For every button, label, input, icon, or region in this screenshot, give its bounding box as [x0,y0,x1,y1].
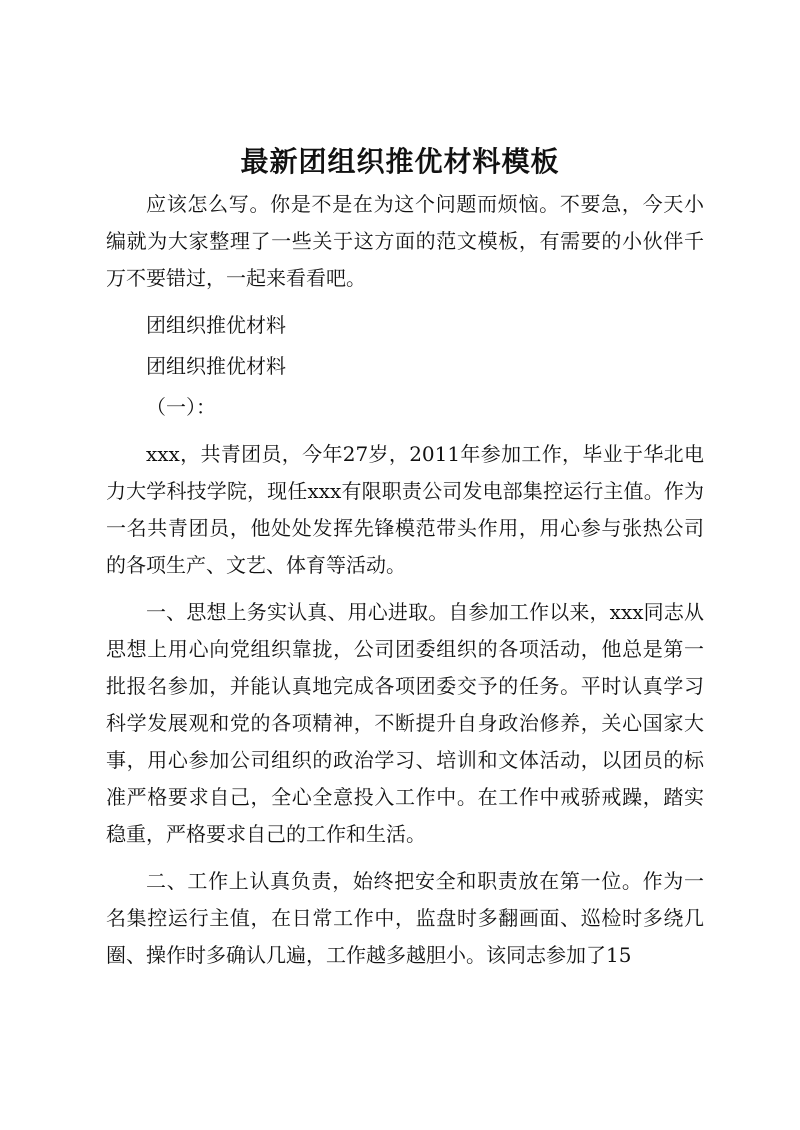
intro-paragraph: 应该怎么写。你是不是在为这个问题而烦恼。不要急，今天小编就为大家整理了一些关于这方面的范文模板，有需要的小伙伴千万不要错过，一起来看看吧。 [106,192,704,290]
section-number: （一）： [146,395,216,419]
ideology-paragraph: 一、思想上务实认真、用心进取。自参加工作以来，xxx同志从思想上用心向党组织靠拢，公司团委组织的各项活动，他总是第一批报名参加，并能认真地完成各项团委交予的任务。平时认真学习科学发展观和党的各项精神，不断提升自身政治修养，关心国家大事，用心参加公司组织的政治学习、培训和文体活动，以团员的标准严格要求自己，全心全意投入工作中。在工作中戒骄戒躁，踏实稳重，严格要求自己的工作和生活。 [106,600,704,846]
section-subheading: 团组织推优材料 [146,354,286,378]
work-paragraph: 二、工作上认真负责，始终把安全和职责放在第一位。作为一名集控运行主值，在日常工作中，监盘时多翻画面、巡检时多绕几圈、操作时多确认几遍，工作越多越胆小。该同志参加了15 [106,869,704,967]
section-heading: 团组织推优材料 [146,313,286,337]
document-title: 最新团组织推优材料模板 [240,145,560,178]
profile-paragraph: xxx，共青团员，今年27岁，2011年参加工作，毕业于华北电力大学科技学院，现任xxx有限职责公司发电部集控运行主值。作为一名共青团员，他处处发挥先锋模范带头作用，用心参与张热公司的各项生产、文艺、体育等活动。 [106,442,704,577]
document-body [106,186,704,974]
